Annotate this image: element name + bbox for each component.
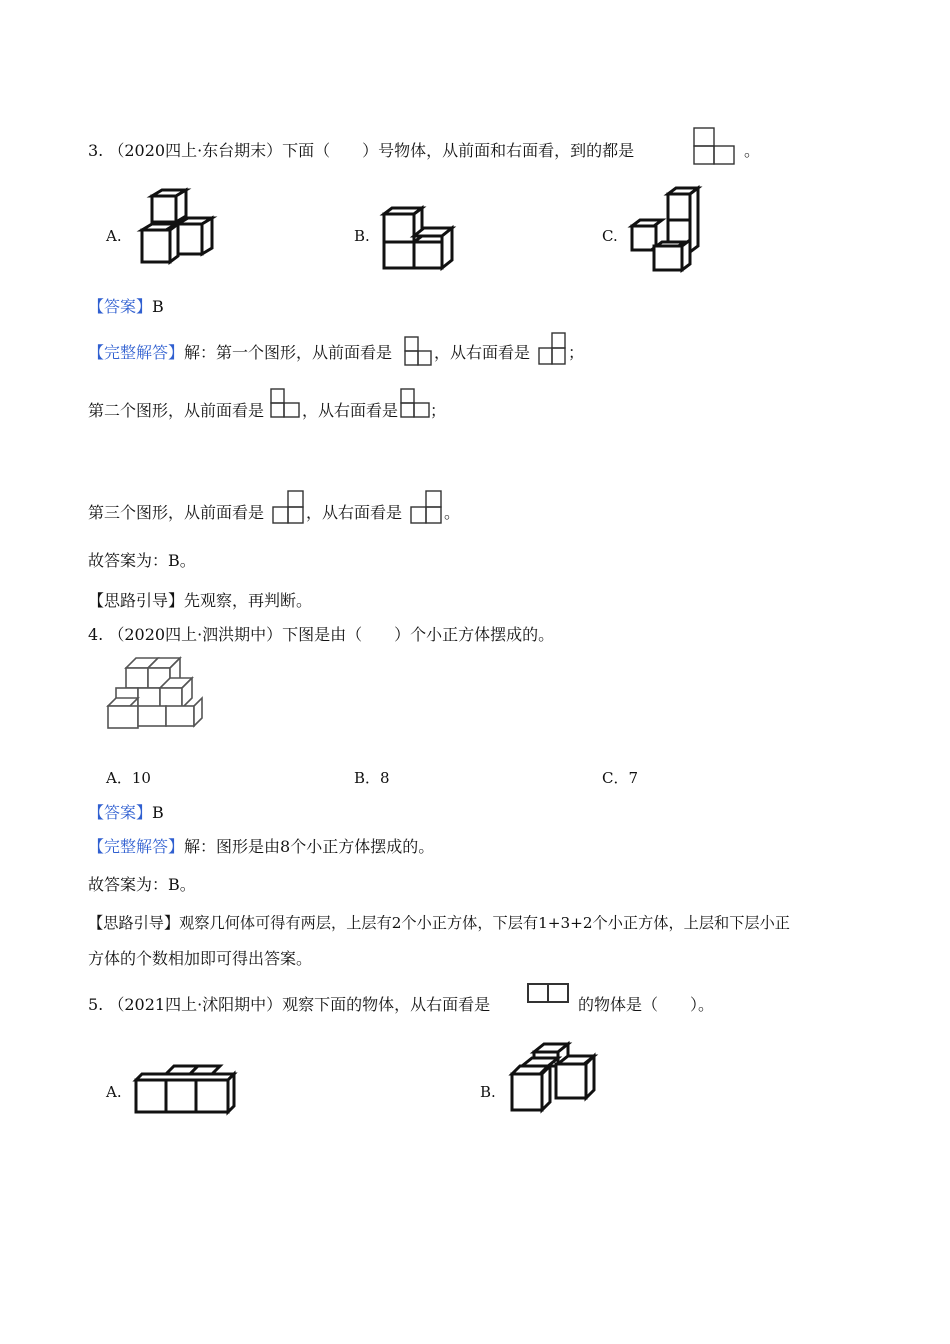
q3-line2-front-view bbox=[270, 388, 302, 420]
q5-option-a-figure bbox=[132, 1060, 240, 1116]
q3-line1-c: ； bbox=[568, 343, 585, 362]
q3-line3-front-view bbox=[272, 490, 306, 526]
q4-answer-value: B bbox=[152, 803, 164, 822]
q5-source: （2021四上·沭阳期中） bbox=[108, 995, 283, 1014]
q3-target-view-figure bbox=[692, 126, 736, 166]
q5-stem-b: 的物体是（ ）。 bbox=[578, 995, 715, 1014]
q3-line2-right-view bbox=[400, 388, 432, 420]
q3-source: （2020四上·东台期末） bbox=[108, 141, 283, 160]
q4-number: 4. bbox=[88, 625, 104, 644]
q3-option-b-label: B. bbox=[354, 227, 370, 245]
q4-source: （2020四上·泗洪期中） bbox=[108, 625, 283, 644]
q3-option-c-label: C. bbox=[602, 227, 618, 245]
q3-option-b-figure bbox=[380, 206, 460, 270]
q3-stem-end: 。 bbox=[744, 141, 761, 160]
q3-answer-label: 【答案】 bbox=[88, 297, 153, 316]
q4-conclusion: 故答案为：B。 bbox=[88, 875, 196, 894]
q3-line2-b: ，从右面看是 bbox=[302, 401, 399, 420]
q3-option-a-figure bbox=[138, 190, 218, 266]
q3-answer-value: B bbox=[152, 297, 164, 316]
q4-answer-label: 【答案】 bbox=[88, 803, 153, 822]
q5-stem-a: 观察下面的物体，从右面看是 bbox=[282, 995, 491, 1014]
q4-cube-figure bbox=[104, 656, 208, 732]
q3-solution-line-1 bbox=[88, 342, 392, 364]
q5-option-b-label: B. bbox=[480, 1083, 496, 1101]
q3-stem-a: 下面（ ）号物体，从前面和右面看，到的都是 bbox=[282, 141, 635, 160]
q3-line3-a: 第三个图形，从前面看是 bbox=[88, 503, 265, 522]
q4-hint-line-1: 【思路引导】观察几何体可得有两层，上层有2个小正方体，下层有1+3+2个小正方体，上层和下层小正 bbox=[88, 914, 790, 932]
q3-line3-c: 。 bbox=[444, 503, 461, 522]
q4-option-b: B．8 bbox=[354, 769, 390, 787]
q3-full-label: 【完整解答】 bbox=[88, 343, 185, 362]
q3-conclusion: 故答案为：B。 bbox=[88, 551, 196, 570]
q3-stem bbox=[88, 140, 634, 162]
q4-answer bbox=[88, 802, 164, 824]
q3-hint: 【思路引导】先观察，再判断。 bbox=[88, 591, 313, 610]
q4-full-label: 【完整解答】 bbox=[88, 837, 185, 856]
q5-target-view-figure bbox=[526, 982, 570, 1004]
q3-line1-a: 解：第一个图形，从前面看是 bbox=[184, 343, 393, 362]
q3-line3-b: ，从右面看是 bbox=[306, 503, 403, 522]
q5-stem bbox=[88, 994, 490, 1016]
q4-option-c: C．7 bbox=[602, 769, 639, 787]
q3-line1-right-view bbox=[538, 332, 568, 368]
q5-option-b-figure bbox=[508, 1040, 604, 1116]
q5-number: 5. bbox=[88, 995, 104, 1014]
q4-full-text: 解：图形是由8个小正方体摆成的。 bbox=[184, 837, 435, 856]
q3-line2-c: ； bbox=[430, 401, 447, 420]
q3-line2-a: 第二个图形，从前面看是 bbox=[88, 401, 265, 420]
q3-number: 3. bbox=[88, 141, 104, 160]
q3-line3-right-view bbox=[410, 490, 444, 526]
q5-option-a-label: A. bbox=[106, 1083, 122, 1101]
q4-hint-line-2: 方体的个数相加即可得出答案。 bbox=[88, 949, 313, 968]
q3-answer bbox=[88, 296, 164, 318]
q4-option-a: A．10 bbox=[106, 769, 151, 787]
q3-option-c-figure bbox=[628, 186, 704, 272]
q3-line1-front-view bbox=[404, 336, 434, 368]
q4-solution bbox=[88, 836, 434, 858]
q3-option-a-label: A. bbox=[106, 227, 122, 245]
q4-stem-text: 下图是由（ ）个小正方体摆成的。 bbox=[282, 625, 555, 644]
q4-stem bbox=[88, 624, 554, 646]
q3-line1-b: ，从右面看是 bbox=[434, 343, 531, 362]
